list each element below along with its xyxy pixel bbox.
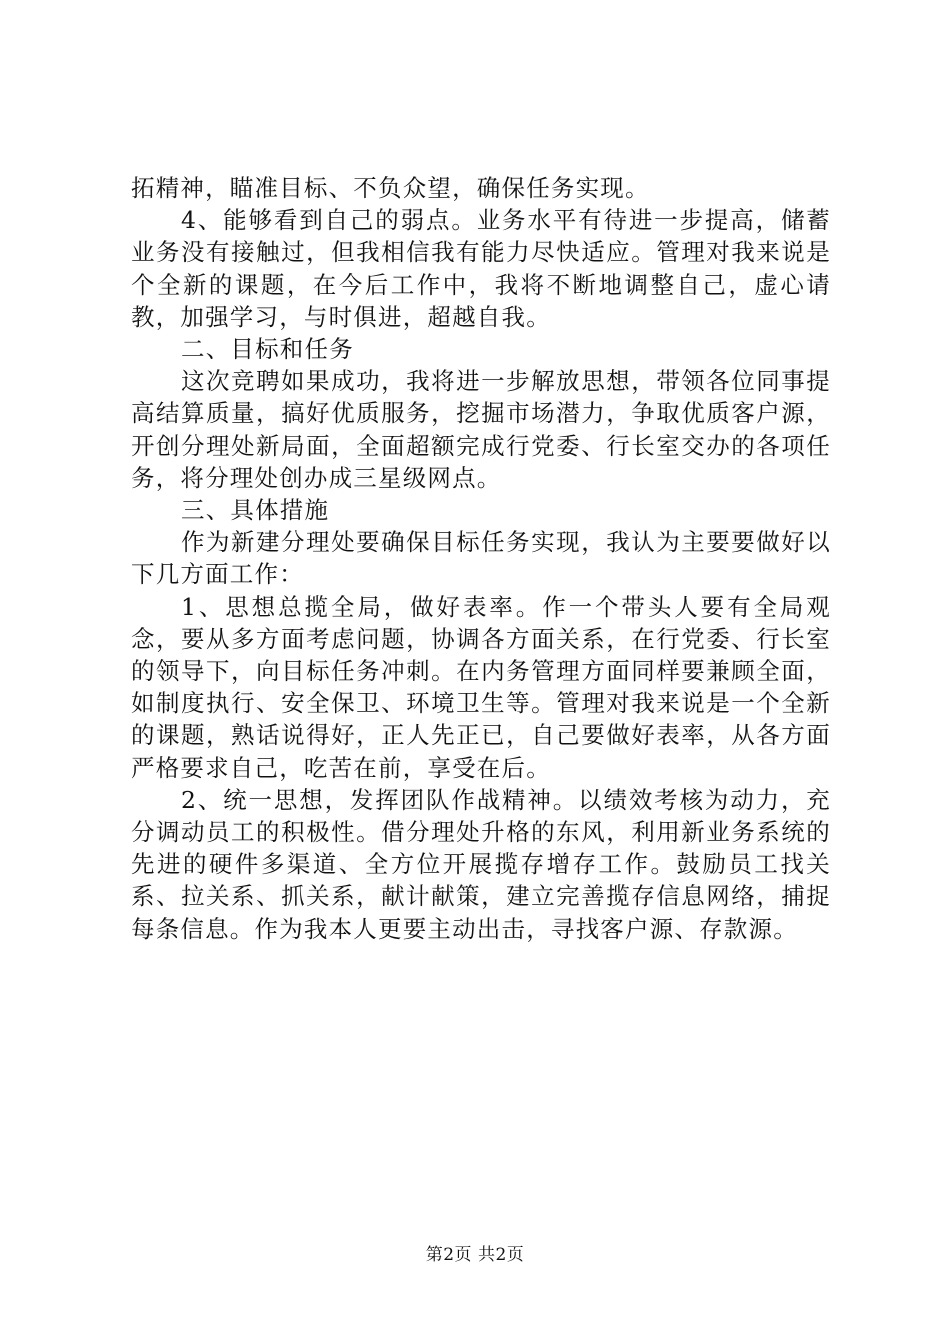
paragraph-measures-intro: 作为新建分理处要确保目标任务实现，我认为主要要做好以下几方面工作： bbox=[131, 528, 831, 589]
section-heading-measures: 三、具体措施 bbox=[181, 496, 330, 525]
page-footer: 第2页 共2页 bbox=[425, 1245, 525, 1265]
section-heading-goals: 二、目标和任务 bbox=[181, 335, 354, 364]
paragraph-measure-1: 1、思想总揽全局，做好表率。作一个带头人要有全局观念，要从多方面考虑问题，协调各方面关系，在行党委、行长室的领导下，向目标任务冲刺。在内务管理方面同样要兼顾全面，如制度执行、安全保卫、环境卫生等。管理对我来说是一个全新的课题，熟话说得好，正人先正已，自己要做好表率，从各方面严格要求自己，吃苦在前，享受在后。 bbox=[131, 592, 831, 782]
document-body bbox=[131, 172, 831, 945]
paragraph-continuation: 拓精神，瞄准目标、不负众望，确保任务实现。 bbox=[131, 174, 650, 202]
paragraph-goals: 这次竞聘如果成功，我将进一步解放思想，带领各位同事提高结算质量，搞好优质服务，挖掘市场潜力，争取优质客户源，开创分理处新局面，全面超额完成行党委、行长室交办的各项任务，将分理处创办成三星级网点。 bbox=[131, 367, 831, 492]
paragraph-measure-2: 2、统一思想，发挥团队作战精神。以绩效考核为动力，充分调动员工的积极性。借分理处升格的东风，利用新业务系统的先进的硬件多渠道、全方位开展揽存增存工作。鼓励员工找关系、拉关系、抓关系，献计献策，建立完善揽存信息网络，捕捉每条信息。作为我本人更要主动出击，寻找客户源、存款源。 bbox=[131, 785, 831, 943]
paragraph-weakness: 4、能够看到自己的弱点。业务水平有待进一步提高，储蓄业务没有接触过，但我相信我有能力尽快适应。管理对我来说是个全新的课题，在今后工作中，我将不断地调整自己，虚心请教，加强学习，与时俱进，超越自我。 bbox=[131, 206, 831, 331]
